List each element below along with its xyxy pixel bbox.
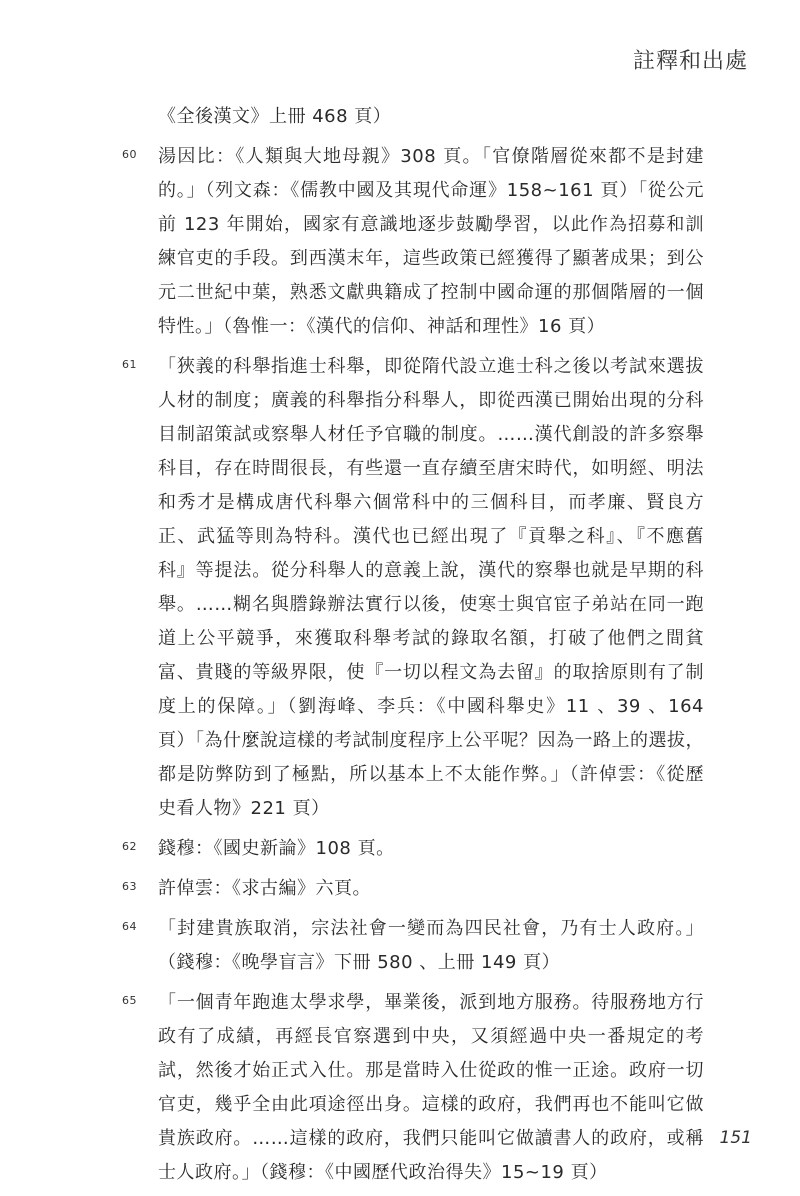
- endnote-61: [122, 350, 704, 826]
- endnote-number: 65: [122, 994, 137, 1007]
- running-header-title: 註釋和出處: [632, 49, 748, 74]
- endnote-text: 「狹義的科舉指進士科舉，即從隋代設立進士科之後以考試來選拔人材的制度；廣義的科舉指分科舉人，即從西漢已開始出現的分科目制詔策試或察舉人材任予官職的制度。……漢代創設的許多察舉科目，存在時間很長，有些還一直存續至唐宋時代，如明經、明法和秀才是構成唐代科舉六個常科中的三個科目，而孝廉、賢良方正、武猛等則為特科。漢代也已經出現了『貢舉之科』、『不應舊科』等提法。從分科舉人的意義上說，漢代的察舉也就是早期的科舉。……糊名與謄錄辦法實行以後，使寒士與官宦子弟站在同一跑道上公平競爭，來獲取科舉考試的錄取名額，打破了他們之間貧富、貴賤的等級界限，使『一切以程文為去留』的取捨原則有了制度上的保障。」（劉海峰、李兵：《中國科舉史》11 、39 、164 頁）「為什麼說這樣的考試制度程序上公平呢？因為一路上的選拔，都是防弊防到了極點，所以基本上不太能作弊。」（許倬雲：《從歷史看人物》221 頁）: [158, 356, 704, 819]
- endnote-number: 63: [122, 880, 137, 893]
- endnote-number: 64: [122, 920, 137, 933]
- endnote-text: 「封建貴族取消，宗法社會一變而為四民社會，乃有士人政府。」（錢穆：《晚學盲言》下冊 580 、上冊 149 頁）: [158, 918, 704, 973]
- endnote-number: 61: [122, 358, 137, 371]
- endnotes-list: [122, 100, 704, 1196]
- endnote-text: 「一個青年跑進太學求學，畢業後，派到地方服務。待服務地方行政有了成績，再經長官察選到中央，又須經過中央一番規定的考試，然後才始正式入仕。那是當時入仕從政的惟一正途。政府一切官吏，幾乎全由此項途徑出身。這樣的政府，我們再也不能叫它做貴族政府。……這樣的政府，我們只能叫它做讀書人的政府，或稱士人政府。」（錢穆：《中國歷代政治得失》15~19 頁）: [158, 992, 704, 1183]
- endnote-text: 《全後漢文》上冊 468 頁）: [158, 106, 392, 127]
- endnote-number: 62: [122, 840, 137, 853]
- endnote-65: [122, 986, 704, 1190]
- endnote-text: 湯因比：《人類與大地母親》308 頁。「官僚階層從來都不是封建的。」（列文森：《儒教中國及其現代命運》158~161 頁）「從公元前 123 年開始，國家有意識地逐步鼓勵學習，以此作為招募和訓練官吏的手段。到西漢末年，這些政策已經獲得了顯著成果；到公元二世紀中葉，熟悉文獻典籍成了控制中國命運的那個階層的一個特性。」（魯惟一：《漢代的信仰、神話和理性》16 頁）: [158, 146, 704, 337]
- endnote-62: [122, 832, 704, 866]
- endnote-64: [122, 912, 704, 980]
- endnote-text: 許倬雲：《求古編》六頁。: [158, 878, 371, 899]
- endnote-number: 60: [122, 148, 137, 161]
- page-number: 151: [719, 1128, 752, 1148]
- endnote-60: [122, 140, 704, 344]
- endnote-continuation: [122, 100, 704, 134]
- endnote-63: [122, 872, 704, 906]
- endnote-text: 錢穆：《國史新論》108 頁。: [158, 838, 395, 859]
